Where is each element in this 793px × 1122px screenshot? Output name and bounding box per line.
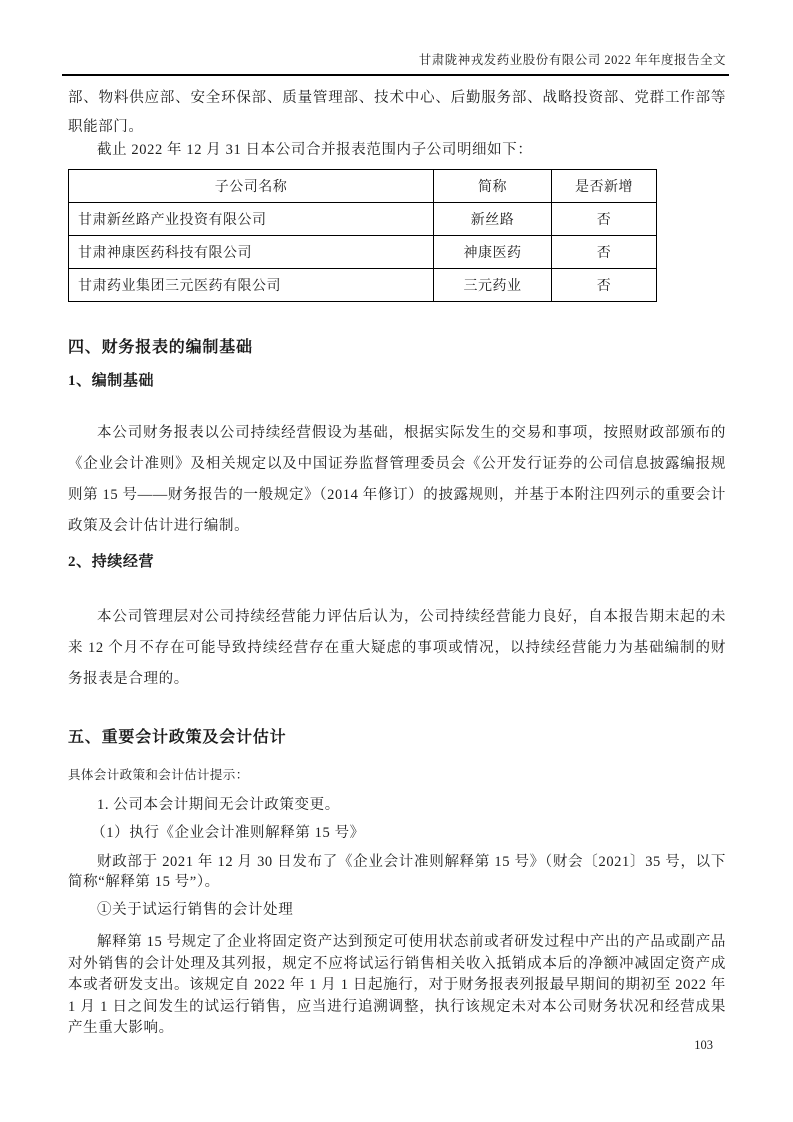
going-concern-paragraph: 本公司管理层对公司持续经营能力评估后认为，公司持续经营能力良好，自本报告期末起的未来 12 个月不存在可能导致持续经营存在重大疑虑的事项或情况，以持续经营能力为基础编制的财务报表是合理的。 — [68, 609, 726, 687]
section5-heading: 五、重要会计政策及会计估计 — [68, 729, 287, 746]
column-header-short-name: 简称 — [434, 170, 552, 203]
preparation-basis-paragraph: 本公司财务报表以公司持续经营假设为基础，根据实际发生的交易和事项，按照财政部颁布的《企业会计准则》及相关规定以及中国证券监督管理委员会《公开发行证券的公司信息披露编报规则第 15 号——财务报告的一般规定》（2014 年修订）的披露规则，并基于本附注四列示的重要会计政策及会计估计进行编制。 — [68, 425, 726, 534]
table-lead-paragraph: 截止 2022 年 12 月 31 日本公司合并报表范围内子公司明细如下： — [97, 142, 533, 158]
short-name-cell: 神康医药 — [434, 236, 552, 269]
mof-release-paragraph: 财政部于 2021 年 12 月 30 日发布了《企业会计准则解释第 15 号》（财会〔2021〕35 号，以下简称“解释第 15 号”）。 — [68, 854, 726, 890]
policy-item-1: 1. 公司本会计期间无会计政策变更。 — [97, 797, 340, 813]
section4-sub2-heading: 2、持续经营 — [68, 554, 155, 570]
policy-item-1-1: （1）执行《企业会计准则解释第 15 号》 — [91, 825, 365, 841]
running-header: 甘肃陇神戎发药业股份有限公司 2022 年年度报告全文 — [418, 53, 726, 67]
column-header-is-new: 是否新增 — [552, 170, 657, 203]
subsidiary-name-cell: 甘肃神康医药科技有限公司 — [69, 236, 434, 269]
section4-sub1-heading: 1、编制基础 — [68, 373, 155, 389]
subsidiary-name-cell: 甘肃新丝路产业投资有限公司 — [69, 203, 434, 236]
departments-paragraph: 部、物料供应部、安全环保部、质量管理部、技术中心、后勤服务部、战略投资部、党群工作部等职能部门。 — [68, 90, 726, 135]
subsidiaries-table — [68, 169, 657, 302]
is-new-cell: 否 — [552, 236, 657, 269]
policy-note-line: 具体会计政策和会计估计提示： — [68, 768, 249, 782]
table-row — [69, 236, 657, 269]
interpretation15-paragraph: 解释第 15 号规定了企业将固定资产达到预定可使用状态前或者研发过程中产出的产品或副产品对外销售的会计处理及其列报，规定不应将试运行销售相关收入抵销成本后的净额冲减固定资产成本或者研发支出。该规定自 2022 年 1 月 1 日起施行，对于财务报表列报最早期间的期初至 2022 年 1 月 1 日之间发生的试运行销售，应当进行追溯调整，执行该规定未对本公司财务状况和经营成果产生重大影响。 — [68, 934, 726, 1036]
header-rule — [62, 74, 729, 76]
short-name-cell: 新丝路 — [434, 203, 552, 236]
trial-run-sales-subheading: ①关于试运行销售的会计处理 — [97, 902, 294, 918]
table-row — [69, 269, 657, 302]
subsidiary-name-cell: 甘肃药业集团三元医药有限公司 — [69, 269, 434, 302]
short-name-cell: 三元药业 — [434, 269, 552, 302]
page-number: 103 — [694, 1038, 713, 1052]
is-new-cell: 否 — [552, 203, 657, 236]
section4-heading: 四、财务报表的编制基础 — [68, 339, 253, 356]
is-new-cell: 否 — [552, 269, 657, 302]
table-header-row — [69, 170, 657, 203]
table-row — [69, 203, 657, 236]
column-header-subsidiary-name: 子公司名称 — [69, 170, 434, 203]
